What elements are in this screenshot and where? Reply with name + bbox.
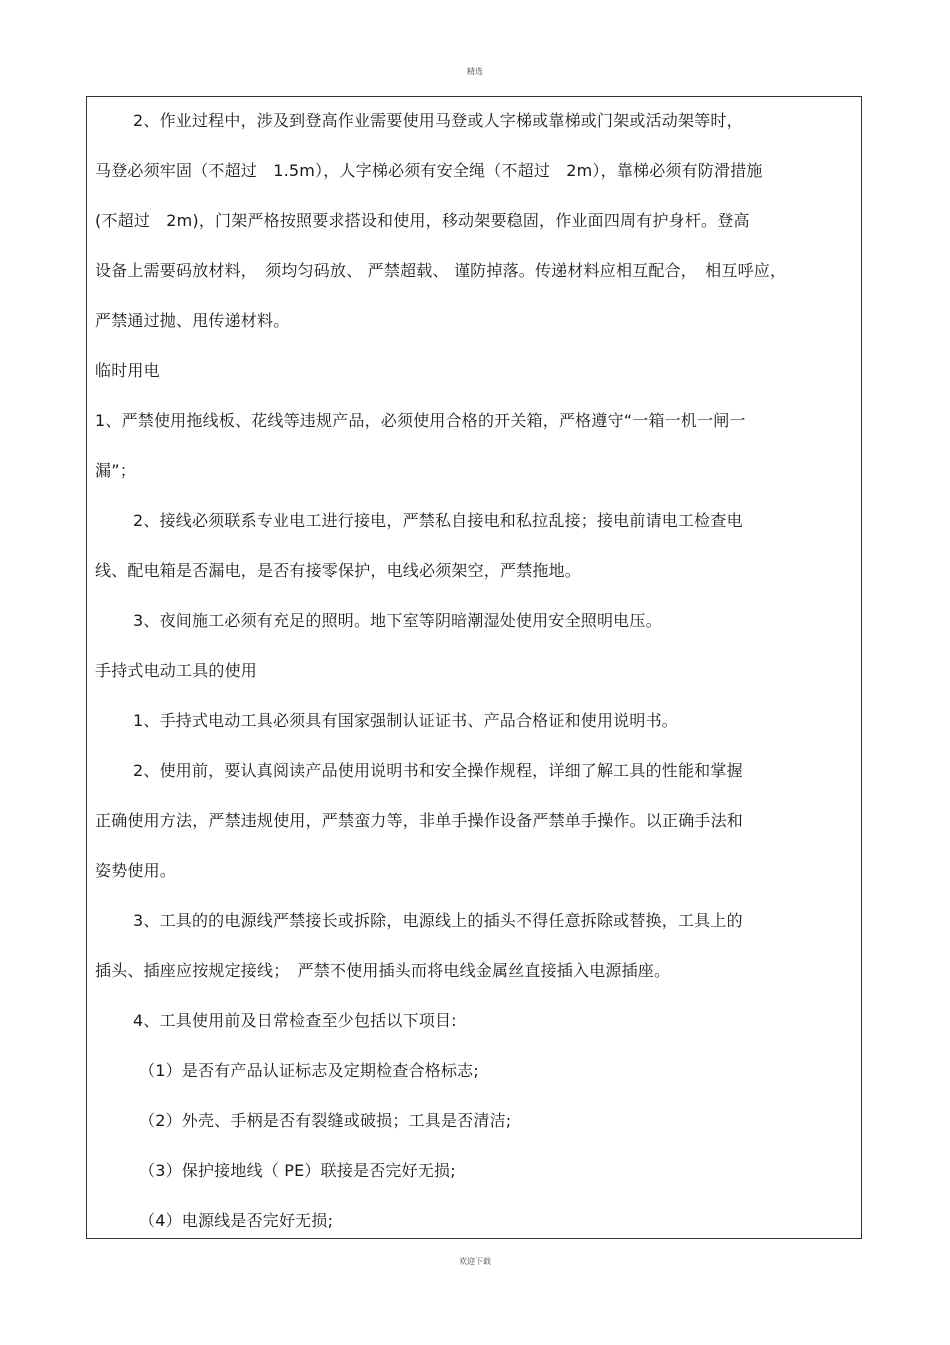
text-line: 1、严禁使用拖线板、花线等违规产品，必须使用合格的开关箱，严格遵守“一箱一机一闸一 bbox=[95, 411, 746, 430]
text-line: 2、作业过程中，涉及到登高作业需要使用马登或人字梯或靠梯或门架或活动架等时， bbox=[133, 111, 743, 130]
text-line: 3、工具的的电源线严禁接长或拆除，电源线上的插头不得任意拆除或替换，工具上的 bbox=[133, 911, 743, 930]
text-line: 马登必须牢固（不超过 1.5m），人字梯必须有安全绳（不超过 2m），靠梯必须有防滑措施 bbox=[95, 161, 763, 180]
text-line: 2、使用前，要认真阅读产品使用说明书和安全操作规程，详细了解工具的性能和掌握 bbox=[133, 761, 743, 780]
text-line: (不超过 2m)，门架严格按照要求搭设和使用，移动架要稳固，作业面四周有护身杆。登高 bbox=[95, 211, 750, 230]
text-line: 4、工具使用前及日常检查至少包括以下项目: bbox=[133, 1011, 457, 1030]
text-line: 1、手持式电动工具必须具有国家强制认证证书、产品合格证和使用说明书。 bbox=[133, 711, 678, 730]
section-heading: 临时用电 bbox=[95, 361, 160, 380]
page-header: 精选 bbox=[467, 67, 483, 76]
section-heading: 手持式电动工具的使用 bbox=[95, 661, 258, 680]
content-box bbox=[86, 96, 862, 1239]
text-line: 2、接线必须联系专业电工进行接电，严禁私自接电和私拉乱接；接电前请电工检查电 bbox=[133, 511, 743, 530]
text-line: 3、夜间施工必须有充足的照明。地下室等阴暗潮湿处使用安全照明电压。 bbox=[133, 611, 662, 630]
text-line: 线、配电箱是否漏电，是否有接零保护，电线必须架空，严禁拖地。 bbox=[95, 561, 582, 580]
text-line: 漏”； bbox=[95, 461, 136, 480]
text-line: 设备上需要码放材料， 须均匀码放、 严禁超载、 谨防掉落。传递材料应相互配合， 相互呼应， bbox=[95, 261, 787, 280]
list-item: （3）保护接地线（ PE）联接是否完好无损; bbox=[139, 1161, 456, 1180]
list-item: （4）电源线是否完好无损; bbox=[139, 1211, 334, 1230]
text-line: 正确使用方法，严禁违规使用，严禁蛮力等，非单手操作设备严禁单手操作。以正确手法和 bbox=[95, 811, 744, 830]
text-line: 插头、插座应按规定接线； 严禁不使用插头而将电线金属丝直接插入电源插座。 bbox=[95, 961, 671, 980]
list-item: （1）是否有产品认证标志及定期检查合格标志; bbox=[139, 1061, 479, 1080]
text-line: 严禁通过抛、甩传递材料。 bbox=[95, 311, 290, 330]
page-footer: 欢迎下载 bbox=[459, 1257, 491, 1266]
list-item: （2）外壳、手柄是否有裂缝或破损；工具是否清洁; bbox=[139, 1111, 512, 1130]
text-line: 姿势使用。 bbox=[95, 861, 177, 880]
